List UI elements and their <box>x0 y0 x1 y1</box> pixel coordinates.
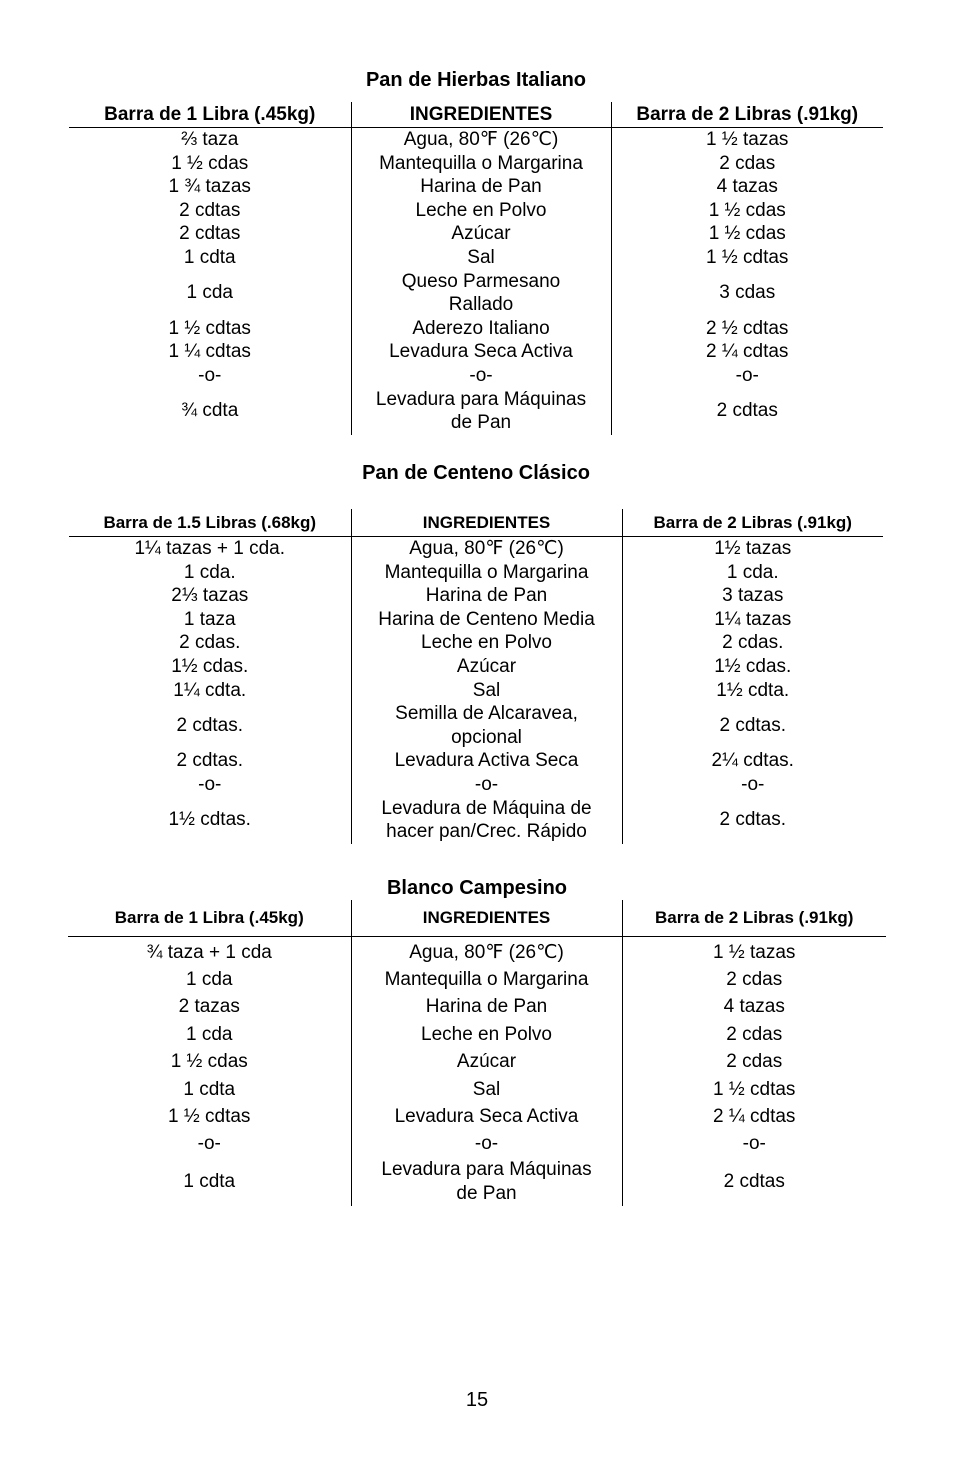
cell-small-loaf-amount: 1 ¼ cdtas <box>168 341 251 363</box>
cell-large-loaf-amount: 4 tazas <box>716 176 778 198</box>
header-small-loaf: Barra de 1 Libra (.45kg) <box>68 900 351 937</box>
cell-small-loaf-amount: 1¼ tazas + 1 cda. <box>134 538 285 559</box>
recipe-title: Pan de Centeno Clásico <box>362 462 590 484</box>
cell-small-loaf-amount: 2 cdtas. <box>176 714 244 736</box>
cell-large-loaf-amount: 1 cda. <box>726 561 779 583</box>
cell-ingredient: -o- <box>351 1131 622 1158</box>
cell-small-loaf-amount: 1¼ cdta. <box>173 679 247 701</box>
cell-ingredient: Harina de Pan <box>351 994 622 1021</box>
cell-small-loaf-amount: 2 cdas. <box>179 632 241 654</box>
cell-ingredient: Leche en Polvo <box>351 631 622 655</box>
cell-large-loaf-amount: 4 tazas <box>723 996 785 1018</box>
cell-large-loaf-amount: 1½ cdas. <box>714 655 792 677</box>
cell-small-loaf-amount: 1 ½ cdtas <box>168 1106 251 1128</box>
cell-large-loaf-amount: 2 cdas <box>726 1051 783 1073</box>
table-row <box>69 199 883 223</box>
cell-ingredient: Leche en Polvo <box>351 199 611 223</box>
table-row <box>69 631 883 655</box>
cell-ingredient <box>351 1158 622 1206</box>
cell-small-loaf-amount: -o- <box>198 364 222 386</box>
cell-large-loaf-amount: 2 cdtas. <box>719 714 787 736</box>
table-row <box>69 128 883 152</box>
cell-small-loaf-amount: 1½ cdas. <box>171 655 249 677</box>
header-row <box>68 900 886 937</box>
header-ingredients: INGREDIENTES <box>351 900 622 937</box>
table-row <box>68 1131 886 1158</box>
cell-large-loaf-amount: 2¼ cdtas. <box>711 750 794 772</box>
cell-small-loaf-amount: 1 cdta <box>183 1171 236 1193</box>
header-row <box>69 509 883 537</box>
cell-ingredient: Sal <box>351 1076 622 1103</box>
cell-small-loaf-amount: -o- <box>197 1133 221 1155</box>
cell-ingredient: Levadura Seca Activa <box>351 1103 622 1130</box>
cell-small-loaf-amount: 1 ¾ tazas <box>168 176 251 198</box>
table-row <box>69 317 883 341</box>
cell-large-loaf-amount: 1 ½ cdas <box>708 199 786 221</box>
cell-small-loaf-amount: 1 ½ cdas <box>170 1051 248 1073</box>
cell-line: de Pan <box>456 1183 517 1205</box>
table-row <box>69 175 883 199</box>
cell-ingredient: Mantequilla o Margarina <box>351 561 622 585</box>
cell-line: Rallado <box>448 294 514 316</box>
table-row <box>69 584 883 608</box>
table-row <box>69 797 883 844</box>
table-row <box>68 1158 886 1206</box>
cell-small-loaf-amount: ¾ taza + 1 cda <box>146 941 272 963</box>
cell-ingredient: Harina de Pan <box>351 175 611 199</box>
table-row <box>69 608 883 632</box>
header-ingredients: INGREDIENTES <box>351 509 622 537</box>
table-row <box>68 937 886 967</box>
cell-small-loaf-amount: 2 tazas <box>178 996 240 1018</box>
cell-ingredient: Leche en Polvo <box>351 1021 622 1048</box>
cell-small-loaf-amount: 1 taza <box>183 608 236 630</box>
cell-line: Levadura para Máquinas <box>381 1159 592 1181</box>
cell-large-loaf-amount: 2 ½ cdtas <box>706 317 789 339</box>
cell-large-loaf-amount: 2 cdtas. <box>719 809 787 831</box>
cell-line: Queso Parmesano <box>401 270 561 292</box>
cell-ingredient: Aderezo Italiano <box>351 317 611 341</box>
cell-ingredient: Azúcar <box>351 655 622 679</box>
header-large-loaf: Barra de 2 Libras (.91kg) <box>611 102 883 128</box>
cell-line: de Pan <box>450 412 512 434</box>
table-row <box>69 655 883 679</box>
cell-ingredient: Agua, 80℉ (26℃) <box>351 937 622 967</box>
cell-large-loaf-amount: -o- <box>741 773 765 795</box>
table-row <box>68 1076 886 1103</box>
cell-small-loaf-amount: 1 cda <box>186 969 233 991</box>
cell-large-loaf-amount: -o- <box>735 364 759 386</box>
header-row <box>69 102 883 128</box>
table-row <box>69 388 883 435</box>
cell-small-loaf-amount: 2⅓ tazas <box>171 585 249 607</box>
cell-small-loaf-amount: 2 cdtas. <box>176 750 244 772</box>
cell-ingredient: Mantequilla o Margarina <box>351 152 611 176</box>
cell-ingredient: Levadura Activa Seca <box>351 749 622 773</box>
cell-small-loaf-amount: -o- <box>198 773 222 795</box>
cell-ingredient: Sal <box>351 679 622 703</box>
cell-ingredient: Mantequilla o Margarina <box>351 966 622 993</box>
recipe-table <box>68 900 886 1206</box>
recipe-table <box>69 509 883 844</box>
cell-small-loaf-amount: 1 cdta <box>183 1078 236 1100</box>
recipe-table <box>69 102 883 435</box>
cell-line: opcional <box>451 726 522 748</box>
cell-large-loaf-amount: 1½ tazas <box>714 538 792 559</box>
cell-large-loaf-amount: 1¼ tazas <box>714 608 792 630</box>
cell-large-loaf-amount: 1 ½ cdas <box>708 223 786 245</box>
header-large-loaf: Barra de 2 Libras (.91kg) <box>622 509 883 537</box>
cell-ingredient: Sal <box>351 246 611 270</box>
table-row <box>69 537 883 561</box>
table-row <box>69 749 883 773</box>
cell-large-loaf-amount: 2 cdas. <box>722 632 784 654</box>
table-row <box>69 773 883 797</box>
page-number: 15 <box>465 1389 489 1411</box>
cell-large-loaf-amount: 3 cdas <box>719 282 776 304</box>
cell-large-loaf-amount: 2 ¼ cdtas <box>706 341 789 363</box>
cell-large-loaf-amount: 2 cdas <box>726 969 783 991</box>
recipe-title: Blanco Campesino <box>386 877 568 899</box>
table-row <box>68 1103 886 1130</box>
cell-small-loaf-amount: 1½ cdtas. <box>168 809 251 831</box>
table-row <box>69 270 883 317</box>
cell-ingredient: Agua, 80℉ (26℃) <box>351 128 611 152</box>
cell-ingredient: Harina de Pan <box>351 584 622 608</box>
cell-ingredient <box>351 702 622 749</box>
table-row <box>69 246 883 270</box>
cell-ingredient <box>351 388 611 435</box>
cell-ingredient <box>351 270 611 317</box>
table-row <box>69 364 883 388</box>
cell-small-loaf-amount: 2 cdtas <box>179 199 241 221</box>
cell-large-loaf-amount: 1 ½ tazas <box>706 129 789 150</box>
cell-large-loaf-amount: 2 cdas <box>719 152 776 174</box>
cell-large-loaf-amount: 3 tazas <box>722 585 784 607</box>
cell-ingredient: Harina de Centeno Media <box>351 608 622 632</box>
cell-small-loaf-amount: 1 ½ cdas <box>171 152 249 174</box>
header-ingredients: INGREDIENTES <box>351 102 611 128</box>
cell-large-loaf-amount: 1 ½ cdtas <box>706 246 789 268</box>
cell-ingredient <box>351 797 622 844</box>
cell-small-loaf-amount: 1 ½ cdtas <box>168 317 251 339</box>
cell-small-loaf-amount: 1 cdta <box>183 246 236 268</box>
cell-small-loaf-amount: ¾ cdta <box>181 400 239 422</box>
cell-large-loaf-amount: 2 cdtas <box>723 1171 785 1193</box>
table-row <box>69 702 883 749</box>
cell-ingredient: Azúcar <box>351 222 611 246</box>
cell-large-loaf-amount: -o- <box>742 1133 766 1155</box>
table-row <box>68 1049 886 1076</box>
cell-large-loaf-amount: 2 cdtas <box>716 400 778 422</box>
table-row <box>69 152 883 176</box>
cell-ingredient: Levadura Seca Activa <box>351 340 611 364</box>
cell-small-loaf-amount: ⅔ taza <box>181 129 239 150</box>
cell-line: Levadura de Máquina de <box>381 797 592 819</box>
table-row <box>68 1021 886 1048</box>
header-small-loaf: Barra de 1.5 Libras (.68kg) <box>69 509 351 537</box>
cell-line: Levadura para Máquinas <box>375 388 587 410</box>
table-row <box>68 994 886 1021</box>
cell-large-loaf-amount: 2 cdas <box>726 1023 783 1045</box>
header-large-loaf: Barra de 2 Libras (.91kg) <box>622 900 886 937</box>
table-row <box>69 340 883 364</box>
table-row <box>69 679 883 703</box>
cell-large-loaf-amount: 1 ½ cdtas <box>713 1078 796 1100</box>
cell-line: hacer pan/Crec. Rápido <box>386 821 587 843</box>
cell-ingredient: Azúcar <box>351 1049 622 1076</box>
cell-line: Semilla de Alcaravea, <box>395 703 578 725</box>
table-row <box>69 222 883 246</box>
cell-ingredient: -o- <box>351 773 622 797</box>
cell-small-loaf-amount: 1 cda <box>186 1023 233 1045</box>
table-row <box>68 966 886 993</box>
cell-large-loaf-amount: 1 ½ tazas <box>713 941 796 963</box>
cell-large-loaf-amount: 1½ cdta. <box>716 679 790 701</box>
cell-large-loaf-amount: 2 ¼ cdtas <box>713 1106 796 1128</box>
table-row <box>69 561 883 585</box>
cell-small-loaf-amount: 2 cdtas <box>179 223 241 245</box>
cell-small-loaf-amount: 1 cda. <box>183 561 236 583</box>
recipe-title: Pan de Hierbas Italiano <box>365 69 587 91</box>
header-small-loaf: Barra de 1 Libra (.45kg) <box>69 102 351 128</box>
cell-small-loaf-amount: 1 cda <box>186 282 233 304</box>
cell-ingredient: -o- <box>351 364 611 388</box>
cell-ingredient: Agua, 80℉ (26℃) <box>351 537 622 561</box>
